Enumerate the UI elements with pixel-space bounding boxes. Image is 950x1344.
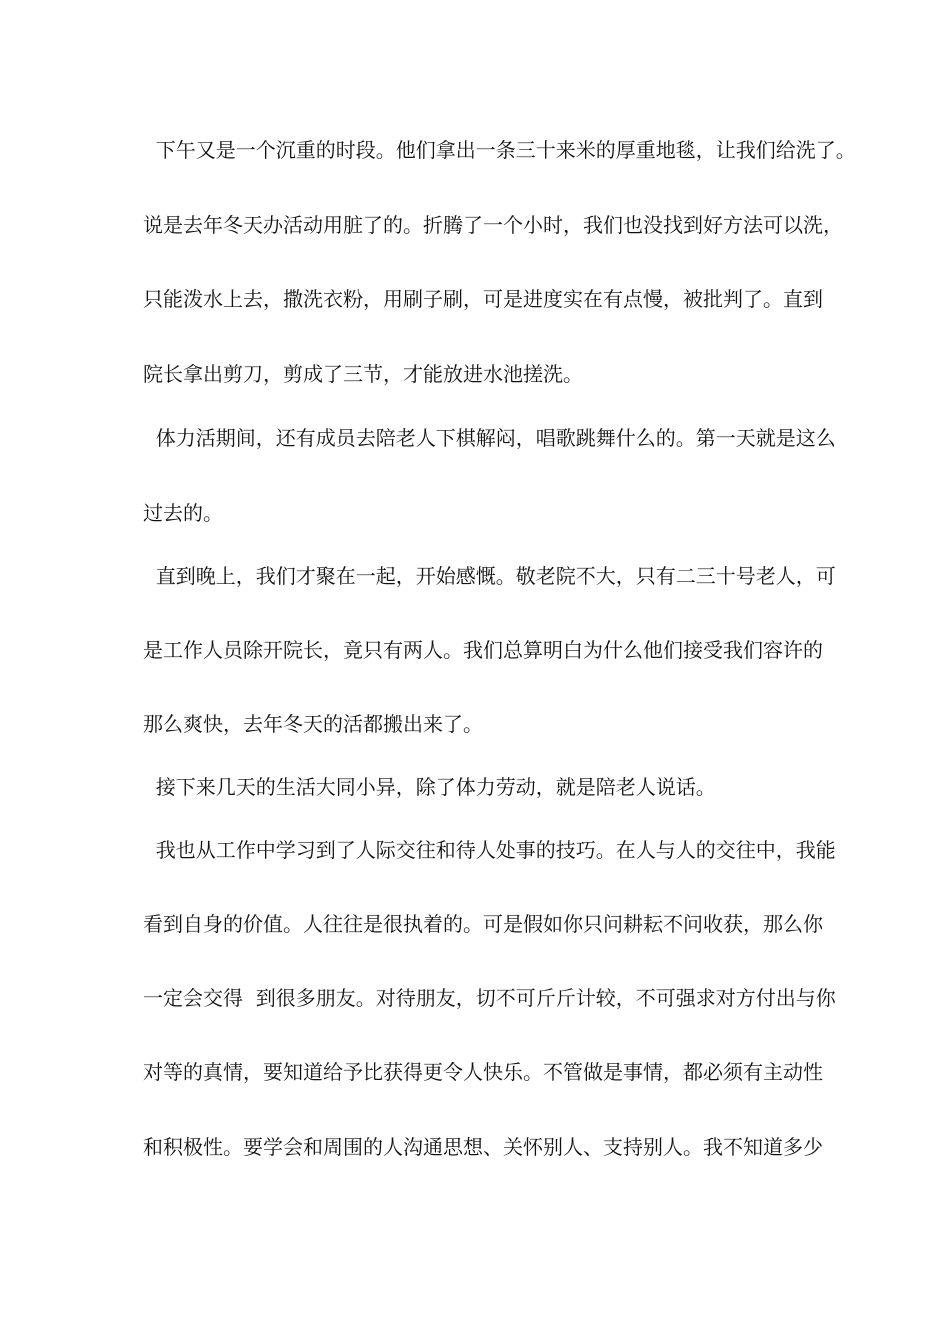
text-line: 对等的真情，要知道给予比获得更令人快乐。不管做是事情，都必须有主动性 xyxy=(143,1060,823,1084)
text-line: 那么爽快，去年冬天的活都搬出来了。 xyxy=(143,712,483,736)
text-line: 接下来几天的生活大同小异，除了体力劳动，就是陪老人说话。 xyxy=(143,775,716,799)
text-line: 只能泼水上去，撒洗衣粉，用刷子刷，可是进度实在有点慢，被批判了。直到 xyxy=(143,287,823,311)
text-line: 直到晚上，我们才聚在一起，开始感慨。敬老院不大，只有二三十号老人，可 xyxy=(143,564,836,588)
text-line: 我也从工作中学习到了人际交往和待人处事的技巧。在人与人的交往中，我能 xyxy=(143,838,836,862)
text-line: 过去的。 xyxy=(143,501,223,525)
text-line: 是工作人员除开院长，竟只有两人。我们总算明白为什么他们接受我们容许的 xyxy=(143,638,823,662)
text-line: 一定会交得 到很多朋友。对待朋友，切不可斤斤计较，不可强求对方付出与你 xyxy=(143,986,836,1010)
text-line: 院长拿出剪刀，剪成了三节，才能放进水池搓洗。 xyxy=(143,362,583,386)
text-line: 说是去年冬天办活动用脏了的。折腾了一个小时，我们也没找到好方法可以洗， xyxy=(143,213,843,237)
text-line: 和积极性。要学会和周围的人沟通思想、关怀别人、支持别人。我不知道多少 xyxy=(143,1135,823,1159)
text-line: 体力活期间，还有成员去陪老人下棋解闷，唱歌跳舞什么的。第一天就是这么 xyxy=(143,426,836,450)
text-line: 看到自身的价值。人往往是很执着的。可是假如你只问耕耘不问收获，那么你 xyxy=(143,912,823,936)
text-line: 下午又是一个沉重的时段。他们拿出一条三十来米的厚重地毯，让我们给洗了。 xyxy=(143,138,856,162)
